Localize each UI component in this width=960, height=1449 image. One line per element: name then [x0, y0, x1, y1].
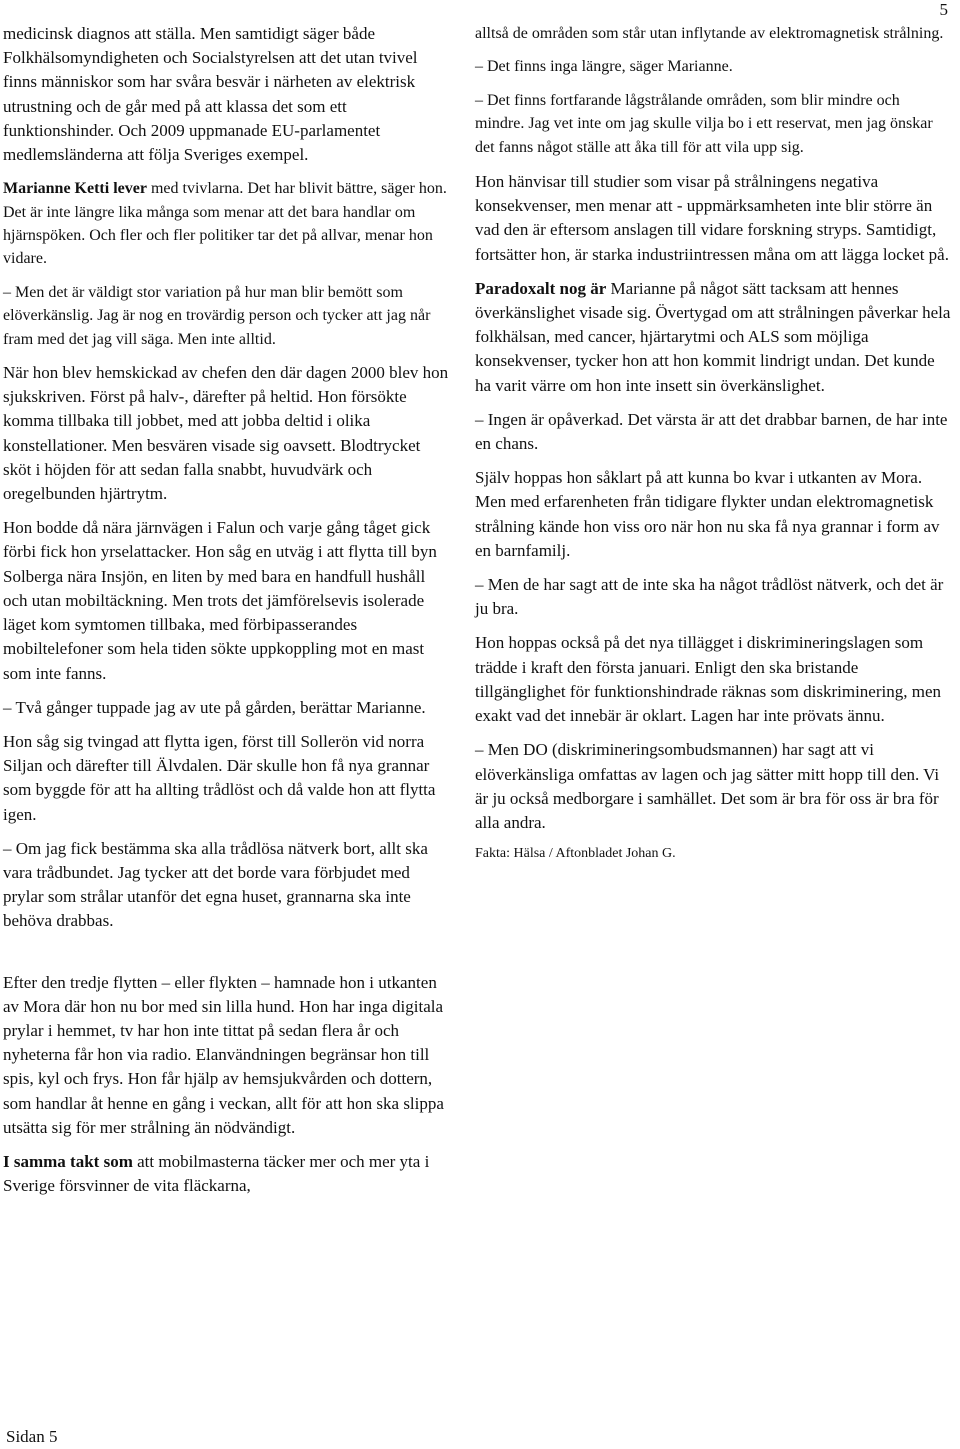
quote-paragraph: – Det finns fortfarande lågstrålande områden, som blir mindre och mindre. Jag vet inte om jag skulle vilja bo i ett reservat, men jag önskar det fanns något ställe att åka till för att vila upp sig. [475, 91, 933, 156]
quote-paragraph: – Men det är väldigt stor variation på hur man blir bemött som elöverkänslig. Jag är nog en trovärdig person och tycker att jag når fram med det jag vill säga. Men inte alltid. [3, 283, 431, 348]
lead-in: Paradoxalt nog är [475, 278, 607, 298]
quote-paragraph: – Om jag fick bestämma ska alla trådlösa nätverk bort, allt ska vara trådbundet. Jag tycker att det borde vara förbjudet med prylar som strålar utanför det egna huset, grannarna ska inte behöva drabbas. [3, 838, 428, 931]
fact-source: Fakta: Hälsa / Aftonbladet Johan G. [475, 846, 676, 862]
paragraph-text: med tvivlarna. Det har blivit bättre, säger hon. Det är inte längre lika många som menar att det bara handlar om hjärnspöken. Och fler och fler politiker tar det på allvar, menar hon vidare. [3, 180, 447, 268]
paragraph [3, 1150, 449, 1198]
page-footer: Sidan 5 [6, 1427, 58, 1446]
paragraph: Efter den tredje flytten – eller flykten – hamnade hon i utkanten av Mora där hon nu bor med sin lilla hund. Hon har inga digitala prylar i hemmet, tv har hon inte tittat på sedan flera år och nyheterna får hon via radio. Elanvändningen begränsar hon till spis, kyl och frys. Hon får hjälp av hemsjukvården och dottern, som handlar åt henne en gång i veckan, allt för att hon ska slippa utsätta sig för mer strålning än nödvändigt. [3, 972, 444, 1137]
right-column [475, 22, 951, 877]
paragraph: Hon hänvisar till studier som visar på strålningens negativa konsekvenser, men menar att - uppmärksamheten inte blir större än vad den är eftersom anslagen till vidare forskning stryps. Samtidigt, fortsätter hon, är starka industriintressen måna om att lägga locket på. [475, 172, 949, 264]
page-number: 5 [939, 0, 948, 19]
paragraph-text: Marianne på något sätt tacksam att hennes överkänslighet visade sig. Övertygad om att strålningen påverkar hela folkhälsan, med cancer, hjärtarytmi och ALS som möjliga konsekvenser, tycker hon att hon kommit lindrigt undan. Det kunde ha varit värre om hon inte insett sin överkänslighet. [475, 278, 951, 395]
quote-paragraph: – Det finns inga längre, säger Marianne. [475, 58, 733, 76]
paragraph: När hon blev hemskickad av chefen den där dagen 2000 blev hon sjukskriven. Först på halv-, därefter på heltid. Hon försökte komma tillbaka till jobbet, med att jobba deltid i olika konstellationer. Men besvären visade sig oavsett. Blodtrycket sköt i höjden för att sedan falla snabbt, huvudvärk och oregelbunden hjärtrytm. [3, 363, 449, 504]
quote-paragraph: – Ingen är opåverkad. Det värsta är att det drabbar barnen, de har inte en chans. [475, 409, 948, 454]
paragraph: Hon bodde då nära järnvägen i Falun och varje gång tåget gick förbi fick hon yrselattacker. Hon såg en utväg i att flytta till byn Solberga nära Insjön, en liten by med bara en handfull hushåll och utan mobiltäckning. Men trots det jämförelsevis isolerade läget kom symtomen tillbaka, med förbipasserandes mobiltelefoner som hela tiden sökte uppkoppling mot en mast som inte fanns. [3, 518, 437, 683]
paragraph: Hon såg sig tvingad att flytta igen, först till Sollerön vid norra Siljan och därefter till Älvdalen. Där skulle hon få nya grannar som byggde för att ha allting trådlöst och då valde hon att flytta igen. [3, 731, 436, 824]
quote-paragraph: – Två gånger tuppade jag av ute på gården, berättar Marianne. [3, 697, 426, 717]
paragraph-text: att mobilmasterna täcker mer och mer yta i Sverige försvinner de vita fläckarna, [3, 1151, 430, 1196]
paragraph [475, 277, 951, 398]
paragraph [3, 177, 449, 271]
quote-paragraph: – Men de har sagt att de inte ska ha något trådlöst nätverk, och det är ju bra. [475, 575, 944, 619]
paragraph: Själv hoppas hon såklart på att kunna bo kvar i utkanten av Mora. Men med erfarenheten från tidigare flykter undan elektromagnetisk strålning kände hon viss oro när hon nu ska få nya grannar i form av en barnfamilj. [475, 468, 940, 560]
paragraph: alltså de områden som står utan inflytande av elektromagnetisk strålning. [475, 25, 944, 42]
paragraph: Hon hoppas också på det nya tillägget i diskrimineringslagen som trädde i kraft den första januari. Enligt den ska bristande tillgänglighet för funktionshindrade räknas som diskriminering, men exakt vad det innebär är oklart. Lagen har inte prövats ännu. [475, 633, 941, 726]
lead-in: I samma takt som [3, 1151, 133, 1171]
left-column [3, 22, 449, 1198]
lead-in: Marianne Ketti lever [3, 180, 147, 198]
quote-paragraph: – Men DO (diskrimineringsombudsmannen) har sagt att vi elöverkänsliga omfattas av lagen och jag sätter mitt hopp till den. Vi är ju också medborgare i samhället. Det som är bra för oss är bra för alla andra. [475, 740, 940, 832]
paragraph: medicinsk diagnos att ställa. Men samtidigt säger både Folkhälsomyndigheten och Socialstyrelsen att det utan tvivel finns människor som har svåra besvär i närheten av elektrisk utrustning och de går med på att klassa det som ett funktionshinder. Och 2009 uppmanade EU-parlamentet medlemsländerna att följa Sveriges exempel. [3, 24, 418, 165]
